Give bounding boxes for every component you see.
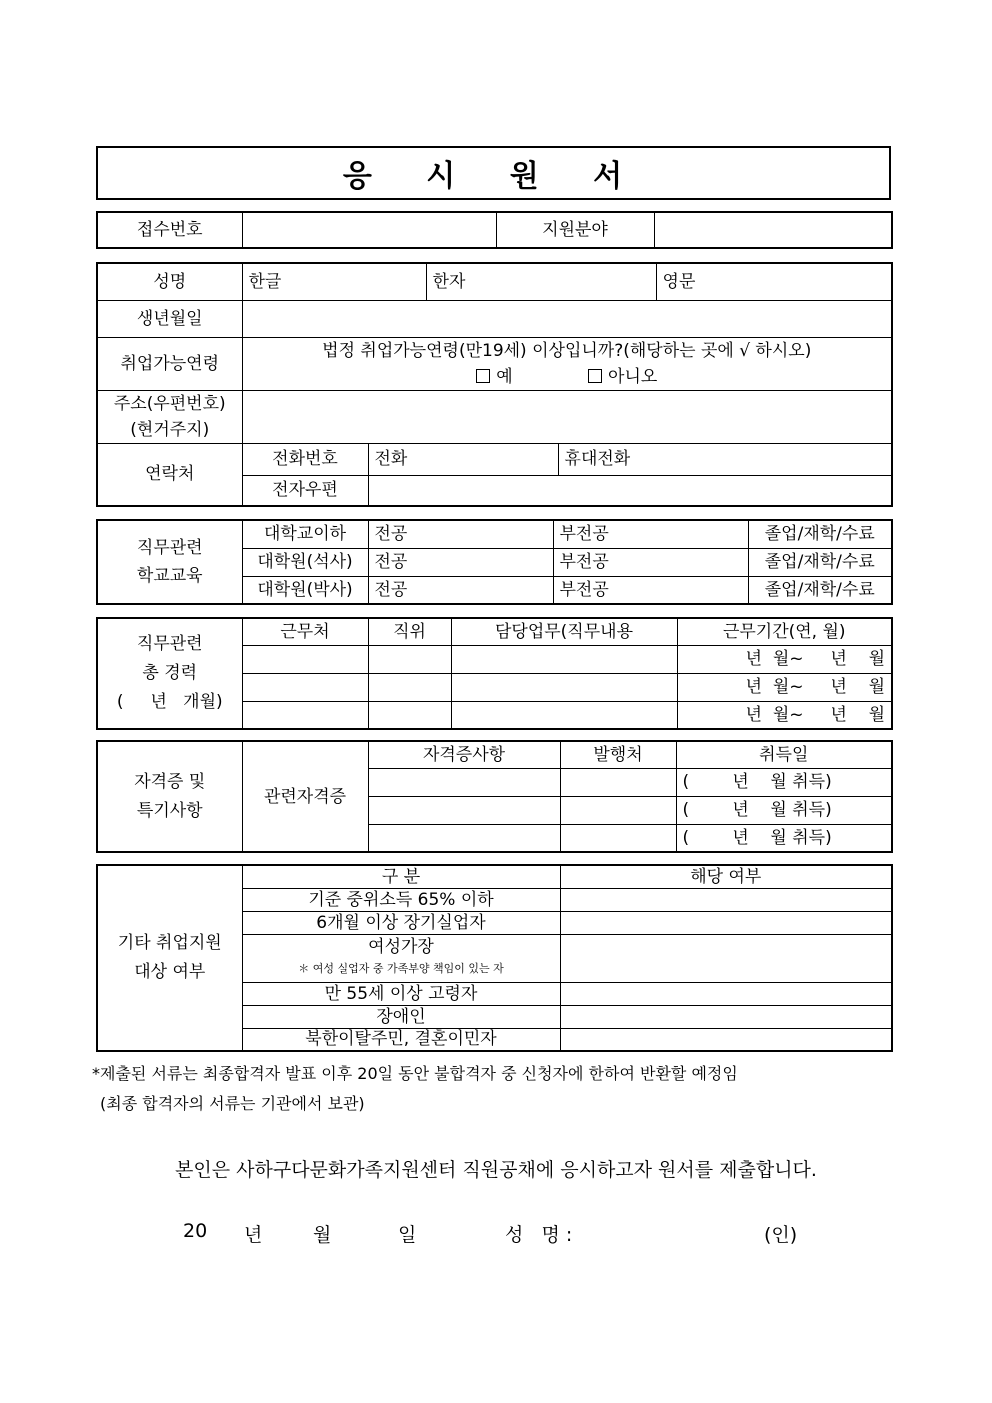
education-major[interactable] [368, 520, 553, 548]
no-label: 아니오 [608, 366, 658, 387]
age-question-cell [242, 337, 892, 390]
support-applicable-input[interactable] [560, 911, 892, 934]
korean-label: 한글 [248, 271, 282, 292]
career-label-line1: 직무관련 [136, 634, 203, 654]
support-item: 여성가장 [368, 937, 434, 957]
phone-label: 전화번호 [242, 443, 368, 475]
career-label-line3: ( 년 개월) [116, 692, 223, 712]
career-period[interactable]: 년 월~ 년 월 [677, 701, 892, 729]
education-label-line2: 학교교육 [136, 566, 203, 586]
receipt-no-label: 접수번호 [97, 212, 242, 248]
education-label [97, 520, 242, 604]
female-head-note: ＊ 여성 실업자 중 가족부양 책임이 있는 자 [298, 962, 504, 975]
career-workplace-input[interactable] [242, 645, 368, 673]
support-applicable-input[interactable] [560, 1005, 892, 1028]
birth-input[interactable] [242, 300, 892, 337]
career-duties-input[interactable] [451, 701, 677, 729]
education-level: 대학교이하 [242, 520, 368, 548]
education-minor[interactable] [553, 548, 748, 576]
license-label-line2: 특기사항 [136, 800, 203, 821]
license-label-line1: 자격증 및 [134, 771, 206, 792]
minor-label: 부전공 [559, 579, 609, 600]
contact-label: 연락처 [97, 443, 242, 506]
license-item-input[interactable] [368, 824, 560, 852]
license-sub-label: 관련자격증 [242, 741, 368, 852]
career-header-period: 근무기간(연, 월) [677, 618, 892, 645]
mobile-field[interactable] [558, 443, 892, 475]
career-header-duties: 담당업무(직무내용 [451, 618, 677, 645]
license-label [97, 741, 242, 852]
license-issuer-input[interactable] [560, 768, 676, 796]
tel-label: 전화 [374, 449, 408, 469]
support-applicable-input[interactable] [560, 982, 892, 1005]
support-item: 기준 중위소득 65% 이하 [242, 888, 560, 911]
age-label: 취업가능연령 [97, 337, 242, 390]
yes-label: 예 [496, 366, 513, 387]
sign-seal[interactable]: (인) [764, 1224, 798, 1246]
education-major[interactable] [368, 576, 553, 604]
support-item: 장애인 [242, 1005, 560, 1028]
license-date[interactable]: ( 년 월 취득) [676, 796, 892, 824]
declaration: 본인은 사하구다문화가족지원센터 직원공채에 응시하고자 원서를 제출합니다. [175, 1159, 817, 1181]
receipt-no-input[interactable] [242, 212, 496, 248]
sign-month-unit: 월 [313, 1224, 332, 1246]
minor-label: 부전공 [559, 524, 609, 545]
education-major[interactable] [368, 548, 553, 576]
hanja-label: 한자 [432, 271, 466, 292]
license-header-date: 취득일 [676, 741, 892, 768]
education-minor[interactable] [553, 576, 748, 604]
address-label-line1: 주소(우편번호) [113, 393, 226, 414]
email-input[interactable] [368, 475, 892, 506]
personal-info-table [96, 262, 893, 507]
license-date[interactable]: ( 년 월 취득) [676, 768, 892, 796]
support-header-category: 구 분 [242, 865, 560, 888]
education-status[interactable]: 졸업/재학/수료 [748, 576, 892, 604]
career-duties-input[interactable] [451, 645, 677, 673]
support-item: 북한이탈주민, 결혼이민자 [242, 1028, 560, 1051]
education-level: 대학원(석사) [242, 548, 368, 576]
minor-label: 부전공 [559, 552, 609, 572]
support-label-line2: 대상 여부 [134, 962, 206, 982]
major-label: 전공 [374, 524, 408, 545]
license-header-issuer: 발행처 [560, 741, 676, 768]
keep-notice: (최종 합격자의 서류는 기관에서 보관) [100, 1094, 365, 1113]
yes-option[interactable] [476, 367, 512, 387]
license-issuer-input[interactable] [560, 824, 676, 852]
career-position-input[interactable] [368, 645, 451, 673]
support-table [96, 864, 893, 1052]
support-label [97, 865, 242, 1051]
support-header-applicable: 해당 여부 [560, 865, 892, 888]
age-question: 법정 취업가능연령(만19세) 이상입니까?(해당하는 곳에 √ 하시오) [322, 340, 812, 361]
career-label-line2: 총 경력 [142, 663, 198, 683]
education-level: 대학원(박사) [242, 576, 368, 604]
sign-year[interactable]: 20 [183, 1220, 208, 1242]
education-label-line1: 직무관련 [136, 538, 203, 558]
career-workplace-input[interactable] [242, 673, 368, 701]
support-item-female-head [242, 934, 560, 982]
support-item: 6개월 이상 장기실업자 [242, 911, 560, 934]
career-position-input[interactable] [368, 673, 451, 701]
name-english-field[interactable] [656, 263, 892, 300]
career-position-input[interactable] [368, 701, 451, 729]
support-label-line1: 기타 취업지원 [117, 933, 222, 953]
tel-field[interactable] [368, 443, 558, 475]
support-applicable-input[interactable] [560, 888, 892, 911]
address-label-line2: (현거주지) [130, 419, 210, 440]
career-header-position: 직위 [368, 618, 451, 645]
name-label: 성명 [97, 263, 242, 300]
email-label: 전자우편 [242, 475, 368, 506]
license-item-input[interactable] [368, 768, 560, 796]
address-input[interactable] [242, 390, 892, 443]
form-title: 응 시 원 서 [96, 146, 891, 200]
support-applicable-input[interactable] [560, 934, 892, 982]
sign-day-unit: 일 [398, 1224, 417, 1246]
career-workplace-input[interactable] [242, 701, 368, 729]
support-applicable-input[interactable] [560, 1028, 892, 1051]
education-status[interactable]: 졸업/재학/수료 [748, 520, 892, 548]
career-header-workplace: 근무처 [242, 618, 368, 645]
field-label: 지원분야 [496, 212, 654, 248]
license-header-item: 자격증사항 [368, 741, 560, 768]
education-status[interactable]: 졸업/재학/수료 [748, 548, 892, 576]
no-option[interactable] [588, 367, 657, 387]
career-table [96, 617, 893, 730]
english-label: 영문 [662, 271, 696, 292]
education-table [96, 519, 893, 605]
career-period[interactable]: 년 월~ 년 월 [677, 673, 892, 701]
receipt-table [96, 211, 893, 249]
return-notice: *제출된 서류는 최종합격자 발표 이후 20일 동안 불합격자 중 신청자에 한하여 반환할 예정임 [92, 1064, 738, 1083]
sign-year-unit: 년 [244, 1224, 263, 1246]
license-issuer-input[interactable] [560, 796, 676, 824]
name-korean-field[interactable] [242, 263, 426, 300]
birth-label: 생년월일 [97, 300, 242, 337]
address-label [97, 390, 242, 443]
field-input[interactable] [654, 212, 892, 248]
career-label [97, 618, 242, 729]
license-item-input[interactable] [368, 796, 560, 824]
license-table [96, 740, 893, 853]
career-period[interactable]: 년 월~ 년 월 [677, 645, 892, 673]
mobile-label: 휴대전화 [564, 449, 631, 469]
major-label: 전공 [374, 579, 408, 600]
no-checkbox[interactable] [588, 369, 602, 383]
name-hanja-field[interactable] [426, 263, 656, 300]
yes-checkbox[interactable] [476, 369, 490, 383]
support-item: 만 55세 이상 고령자 [242, 982, 560, 1005]
license-date[interactable]: ( 년 월 취득) [676, 824, 892, 852]
major-label: 전공 [374, 552, 408, 572]
education-minor[interactable] [553, 520, 748, 548]
sign-name-label: 성 명 : [505, 1224, 573, 1246]
career-duties-input[interactable] [451, 673, 677, 701]
